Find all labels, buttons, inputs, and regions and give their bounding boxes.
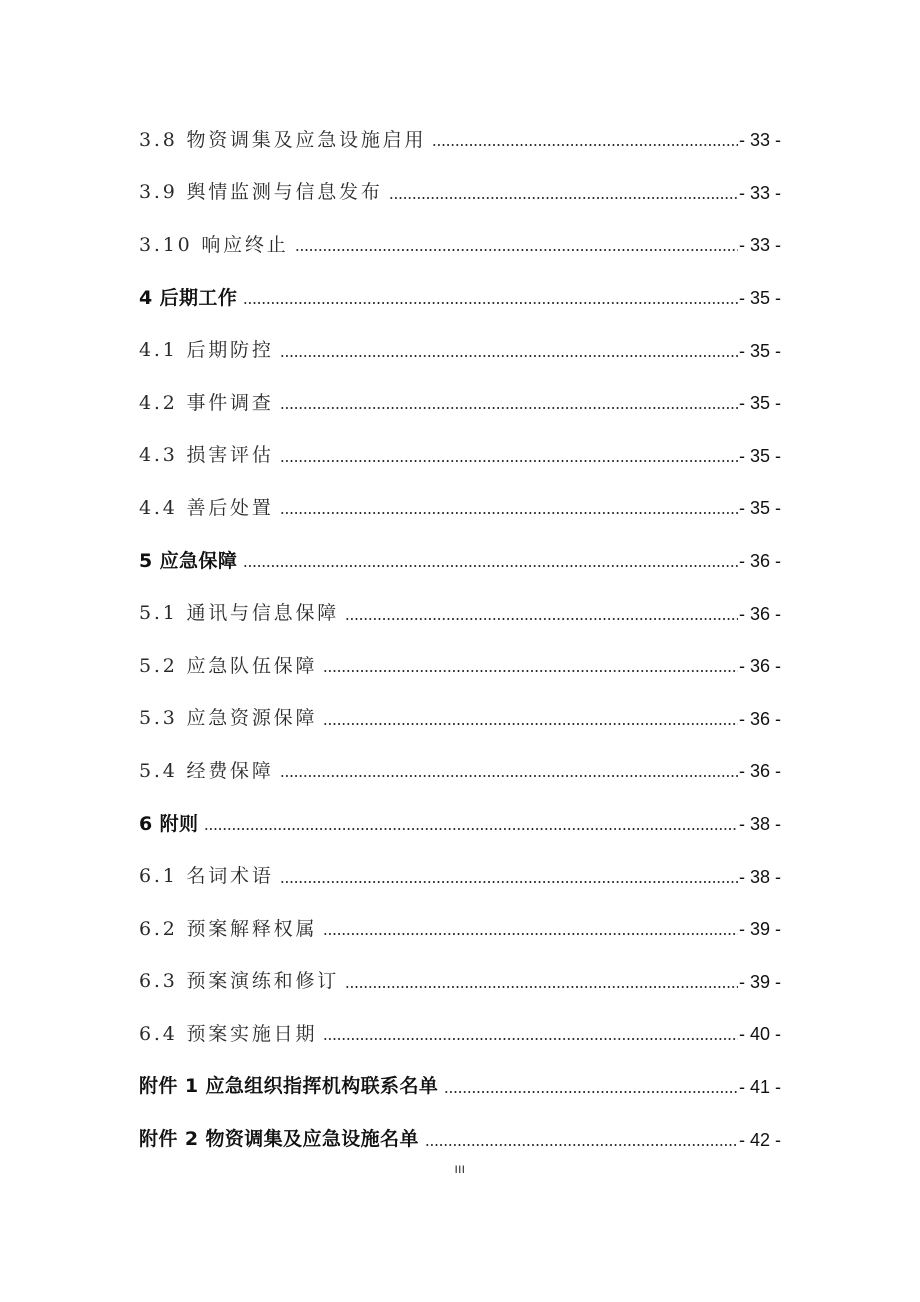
toc-entry-page-number: - 33 - bbox=[738, 235, 781, 256]
toc-entry[interactable] bbox=[139, 324, 781, 377]
toc-entry-title: 5.3 应急资源保障 bbox=[139, 707, 318, 730]
toc-entry-title: 3.10 响应终止 bbox=[139, 233, 289, 256]
toc-entry-title: 5 应急保障 bbox=[139, 549, 238, 572]
toc-dot-leader bbox=[425, 1144, 738, 1146]
toc-entry-title: 附件 1 应急组织指挥机构联系名单 bbox=[139, 1075, 439, 1098]
toc-dot-leader bbox=[280, 775, 738, 777]
toc-entry-title: 4.3 损害评估 bbox=[139, 444, 274, 467]
toc-entry-page-number: - 36 - bbox=[738, 708, 781, 729]
toc-entry[interactable] bbox=[139, 1061, 781, 1114]
toc-entry-title: 6 附则 bbox=[139, 812, 199, 835]
toc-entry[interactable] bbox=[139, 640, 781, 693]
toc-entry[interactable] bbox=[139, 430, 781, 483]
toc-entry[interactable] bbox=[139, 850, 781, 903]
toc-entry[interactable] bbox=[139, 956, 781, 1009]
toc-entry-page-number: - 41 - bbox=[738, 1076, 781, 1097]
toc-entry-title: 4 后期工作 bbox=[139, 286, 238, 309]
toc-entry[interactable] bbox=[139, 377, 781, 430]
toc-entry[interactable] bbox=[139, 1008, 781, 1061]
toc-entry-page-number: - 39 - bbox=[738, 971, 781, 992]
toc-entry-page-number: - 40 - bbox=[738, 1024, 781, 1045]
toc-entry[interactable] bbox=[139, 1113, 781, 1166]
toc-entry-title: 6.2 预案解释权属 bbox=[139, 917, 318, 940]
toc-dot-leader bbox=[280, 407, 738, 409]
toc-entry-title: 4.4 善后处置 bbox=[139, 496, 274, 519]
toc-dot-leader bbox=[280, 460, 738, 462]
toc-entry[interactable] bbox=[139, 535, 781, 588]
toc-entry-page-number: - 36 - bbox=[738, 603, 781, 624]
toc-entry-page-number: - 38 - bbox=[738, 814, 781, 835]
toc-entry-title: 5.2 应急队伍保障 bbox=[139, 654, 318, 677]
toc-entry-title: 6.1 名词术语 bbox=[139, 865, 274, 888]
toc-dot-leader bbox=[243, 565, 738, 567]
toc-entry-title: 6.4 预案实施日期 bbox=[139, 1022, 318, 1045]
toc-entry[interactable] bbox=[139, 798, 781, 851]
toc-dot-leader bbox=[432, 144, 738, 146]
toc-entry[interactable] bbox=[139, 693, 781, 746]
toc-entry[interactable] bbox=[139, 114, 781, 167]
toc-entry-page-number: - 33 - bbox=[738, 182, 781, 203]
toc-dot-leader bbox=[204, 828, 738, 830]
toc-dot-leader bbox=[345, 986, 738, 988]
toc-dot-leader bbox=[345, 618, 738, 620]
toc-dot-leader bbox=[323, 670, 738, 672]
toc-entry[interactable] bbox=[139, 272, 781, 325]
toc-entry-page-number: - 42 - bbox=[738, 1129, 781, 1150]
toc-dot-leader bbox=[323, 933, 738, 935]
toc-entry-page-number: - 36 - bbox=[738, 656, 781, 677]
toc-entry-title: 4.1 后期防控 bbox=[139, 339, 274, 362]
toc-entry-page-number: - 35 - bbox=[738, 393, 781, 414]
toc-entry-title: 5.4 经费保障 bbox=[139, 759, 274, 782]
toc-entry-page-number: - 36 - bbox=[738, 761, 781, 782]
toc-entry-page-number: - 39 - bbox=[738, 919, 781, 940]
toc-entry-page-number: - 35 - bbox=[738, 288, 781, 309]
toc-dot-leader bbox=[280, 512, 738, 514]
toc-entry[interactable] bbox=[139, 745, 781, 798]
toc-dot-leader bbox=[280, 355, 738, 357]
toc-entry-page-number: - 38 - bbox=[738, 866, 781, 887]
toc-dot-leader bbox=[389, 197, 738, 199]
toc-dot-leader bbox=[243, 302, 738, 304]
toc-entry[interactable] bbox=[139, 587, 781, 640]
toc-dot-leader bbox=[323, 723, 738, 725]
toc-entry-page-number: - 33 - bbox=[738, 130, 781, 151]
toc-dot-leader bbox=[323, 1038, 738, 1040]
toc-dot-leader bbox=[444, 1091, 738, 1093]
toc-entry-title: 4.2 事件调查 bbox=[139, 391, 274, 414]
toc-entry-title: 3.9 舆情监测与信息发布 bbox=[139, 181, 383, 204]
toc-entry[interactable] bbox=[139, 903, 781, 956]
toc-entry-page-number: - 35 - bbox=[738, 340, 781, 361]
toc-entry[interactable] bbox=[139, 482, 781, 535]
toc-entry-title: 附件 2 物资调集及应急设施名单 bbox=[139, 1128, 419, 1151]
table-of-contents bbox=[139, 114, 781, 1166]
toc-dot-leader bbox=[280, 881, 738, 883]
toc-entry-title: 5.1 通讯与信息保障 bbox=[139, 602, 340, 625]
toc-entry-title: 6.3 预案演练和修订 bbox=[139, 970, 340, 993]
toc-entry-page-number: - 35 - bbox=[738, 498, 781, 519]
toc-entry-page-number: - 35 - bbox=[738, 445, 781, 466]
toc-entry[interactable] bbox=[139, 167, 781, 220]
toc-dot-leader bbox=[295, 249, 738, 251]
toc-entry-title: 3.8 物资调集及应急设施启用 bbox=[139, 128, 427, 151]
toc-entry-page-number: - 36 - bbox=[738, 551, 781, 572]
page-number-footer: III bbox=[454, 1164, 466, 1176]
toc-entry[interactable] bbox=[139, 219, 781, 272]
